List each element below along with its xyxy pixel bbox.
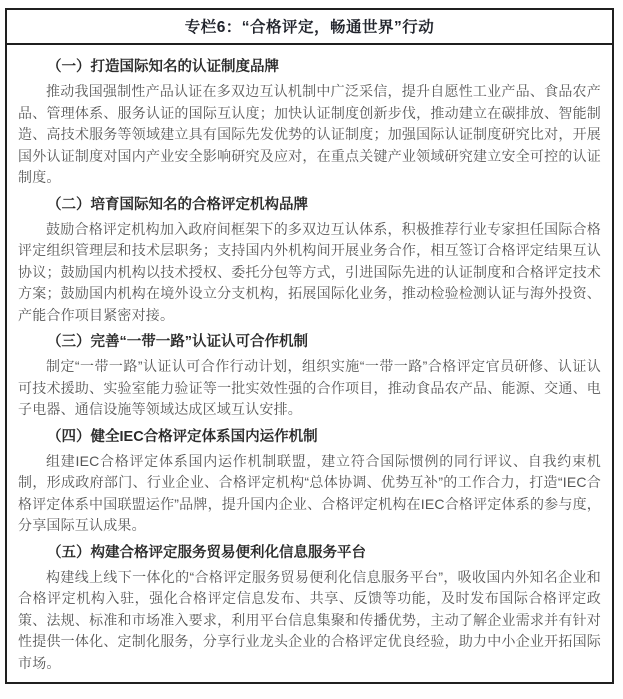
section-3 [18, 332, 601, 421]
section-heading: （二）培育国际知名的合格评定机构品牌 [47, 196, 308, 213]
section-heading: （五）构建合格评定服务贸易便利化信息服务平台 [47, 544, 366, 561]
section-4 [18, 427, 601, 537]
section-2 [18, 195, 601, 327]
section-1 [18, 57, 601, 189]
panel-title: 专栏6：“合格评定，畅通世界”行动 [184, 19, 435, 36]
section-heading: （一）打造国际知名的认证制度品牌 [47, 59, 279, 75]
section-heading: （四）健全IEC合格评定体系国内运作机制 [47, 428, 318, 445]
panel-header [7, 10, 612, 45]
section-5 [18, 543, 601, 675]
section-paragraph: 构建线上线下一体化的“合格评定服务贸易便利化信息服务平台”，吸收国内外知名企业和合格评定机构入驻，强化合格评定信息发布、共享、反馈等功能，及时发布国际合格评定政策、法规、标准和市场准入要求，利用平台信息集聚和传播优势，主动了解企业需求并有针对性提供一体化、定制化服务，分享行业龙头企业的合格评定优良经验，助力中小企业开拓国际市场。 [18, 568, 601, 671]
panel-body [7, 45, 612, 682]
section-heading: （三）完善“一带一路”认证认可合作机制 [47, 334, 308, 350]
section-paragraph: 组建IEC合格评定体系国内运作机制联盟，建立符合国际惯例的同行评议、自我约束机制，形成政府部门、行业企业、合格评定机构“总体协调、优势互补”的工作合力，打造“IEC合格评定体系中国联盟运作”品牌，提升国内企业、合格评定机构在IEC合格评定体系的参与度，分享国际互认成果。 [18, 452, 601, 533]
column-box-panel [5, 8, 614, 684]
section-paragraph: 推动我国强制性产品认证在多双边互认机制中广泛采信，提升自愿性工业产品、食品农产品、管理体系、服务认证的国际互认度；加快认证制度创新步伐，推动建立在碳排放、智能制造、高技术服务等领域建立具有国际先发优势的认证制度；加强国际认证制度研究比对，开展国外认证制度对国内产业安全影响研究及应对，在重点关键产业领域研究建立安全可控的认证制度。 [18, 83, 601, 185]
section-paragraph: 鼓励合格评定机构加入政府间框架下的多双边互认体系，积极推荐行业专家担任国际合格评定组织管理层和技术层职务；支持国内外机构间开展业务合作，相互签订合格评定结果互认协议；鼓励国内机构以技术授权、委托分包等方式，引进国际先进的认证制度和合格评定技术方案；鼓励国内机构在境外设立分支机构，拓展国际化业务，推动检验检测认证与海外投资、产能合作项目紧密对接。 [18, 220, 601, 323]
section-paragraph: 制定“一带一路”认证认可合作行动计划，组织实施“一带一路”合格评定官员研修、认证认可技术援助、实验室能力验证等一批实效性强的合作项目，推动食品农产品、能源、交通、电子电器、通信设施等领域达成区域互认安排。 [18, 358, 601, 417]
